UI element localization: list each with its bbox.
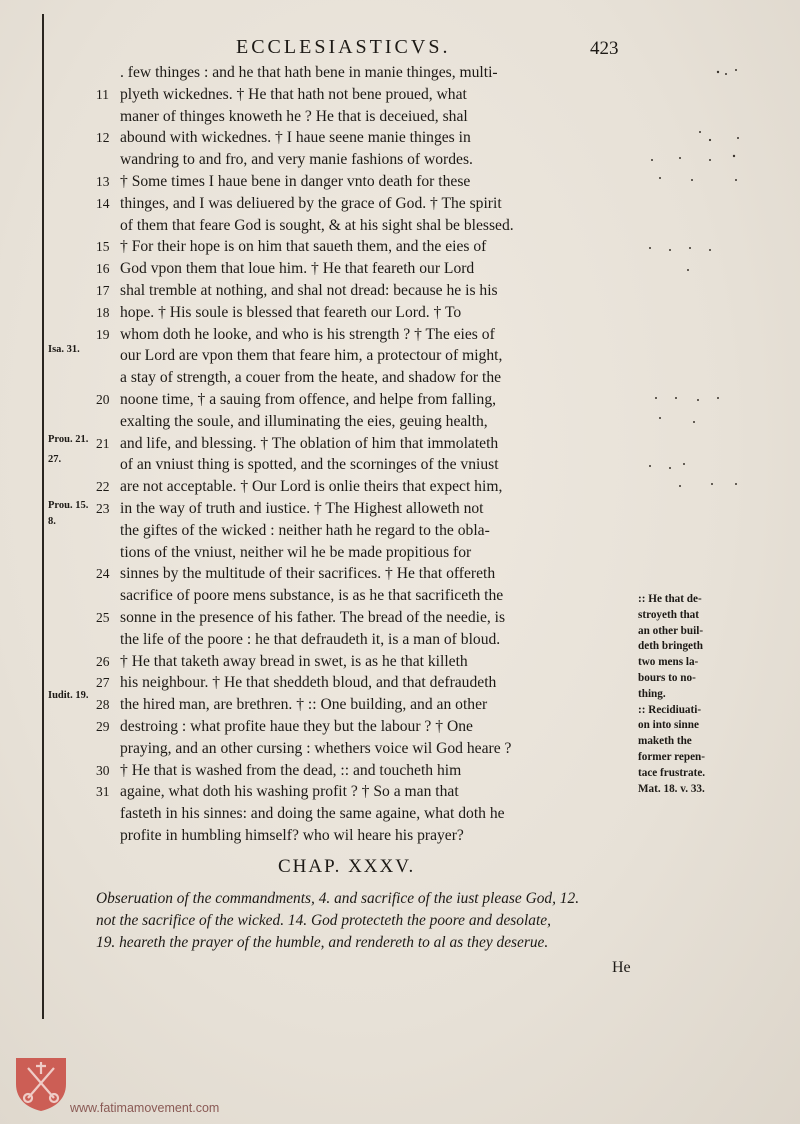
left-ref: Isa. 31. bbox=[48, 344, 80, 355]
verse-number bbox=[96, 345, 120, 367]
left-ref: Iudit. 19. bbox=[48, 690, 89, 701]
verse-number: 30 bbox=[96, 762, 110, 778]
text-line: in the way of truth and iustice. † The Highest alloweth not bbox=[120, 499, 484, 517]
text-line: noone time, † a sauing from offence, and helpe from falling, bbox=[120, 390, 497, 408]
verse-number: 29 bbox=[96, 718, 110, 734]
verse-number bbox=[96, 629, 120, 651]
crossed-keys-logo-icon bbox=[12, 1054, 70, 1112]
text-line: sinnes by the multitude of their sacrifices. † He that offereth bbox=[120, 565, 496, 583]
text-line: plyeth wickednes. † He that hath not bene proued, what bbox=[120, 85, 467, 103]
margin-note-line: bours to no- bbox=[638, 671, 696, 684]
left-ref: Prou. 21. bbox=[48, 434, 89, 445]
running-head: ECCLESIASTICVS. bbox=[236, 36, 451, 58]
verse-number bbox=[96, 367, 120, 389]
margin-note bbox=[638, 592, 788, 797]
left-ref: Prou. 15. bbox=[48, 500, 89, 511]
catchword: He bbox=[612, 959, 631, 976]
margin-note-line: thing. bbox=[638, 687, 666, 700]
margin-note-line: maketh the bbox=[638, 735, 692, 748]
text-line: hope. † His soule is blessed that feareth our Lord. † To bbox=[120, 303, 462, 321]
text-line: † He that is washed from the dead, :: and toucheth him bbox=[120, 761, 462, 779]
text-line: . few thinges : and he that hath bene in manie thinges, multi- bbox=[120, 64, 498, 81]
text-line: wandring to and fro, and very manie fashions of wordes. bbox=[120, 151, 473, 169]
text-line: † Some times I haue bene in danger vnto death for these bbox=[120, 172, 471, 190]
verse-number bbox=[96, 520, 120, 542]
text-line: God vpon them that loue him. † He that feareth our Lord bbox=[120, 260, 475, 278]
verse-number: 16 bbox=[96, 261, 110, 277]
margin-note-line: :: Recidiuati- bbox=[638, 703, 702, 716]
text-line: sonne in the presence of his father. The bread of the needie, is bbox=[120, 608, 506, 626]
verse-number bbox=[96, 542, 120, 564]
text-line: of an vniust thing is spotted, and the scorninges of the vniust bbox=[120, 456, 499, 474]
text-line: his neighbour. † He that sheddeth bloud, and that defraudeth bbox=[120, 674, 497, 692]
verse-number: 11 bbox=[96, 86, 109, 102]
verse-number: 22 bbox=[96, 479, 110, 495]
text-line: the hired man, are brethren. † :: One building, and an other bbox=[120, 696, 488, 714]
verse-number bbox=[96, 62, 120, 84]
left-rule bbox=[42, 14, 44, 1019]
verse-number: 28 bbox=[96, 697, 110, 713]
margin-note-line: stroyeth that bbox=[638, 608, 700, 621]
text-line: abound with wickednes. † I haue seene manie thinges in bbox=[120, 129, 471, 147]
margin-note-line: tace frustrate. bbox=[638, 766, 706, 779]
text-line: † He that taketh away bread in swet, is as he that killeth bbox=[120, 652, 468, 670]
ink-specks-decoration bbox=[640, 60, 790, 500]
text-line: and life, and blessing. † The oblation of him that immolateth bbox=[120, 434, 499, 452]
chapter-summary bbox=[96, 888, 656, 954]
verse-number bbox=[96, 585, 120, 607]
text-line: shal tremble at nothing, and shal not dread: because he is his bbox=[120, 281, 498, 299]
margin-note-line: deth bringeth bbox=[638, 640, 703, 653]
main-text-block bbox=[120, 62, 640, 847]
margin-note-line: two mens la- bbox=[638, 656, 699, 669]
summary-line: not the sacrifice of the wicked. 14. God protecteth the poore and desolate, bbox=[96, 912, 551, 929]
text-line: the giftes of the wicked : neither hath he regard to the obla- bbox=[120, 521, 490, 539]
verse-number bbox=[96, 738, 120, 760]
text-line: praying, and an other cursing : whethers voice wil God heare ? bbox=[120, 739, 512, 757]
text-line: a stay of strength, a couer from the heate, and shadow for the bbox=[120, 369, 502, 387]
text-line: the life of the poore : he that defraudeth it, is a man of bloud. bbox=[120, 630, 501, 648]
verse-number: 19 bbox=[96, 326, 110, 342]
text-line: whom doth he looke, and who is his strength ? † The eies of bbox=[120, 325, 495, 343]
verse-number: 24 bbox=[96, 566, 110, 582]
verse-number bbox=[96, 149, 120, 171]
verse-number: 18 bbox=[96, 304, 110, 320]
text-line: of them that feare God is sought, & at his sight shal be blessed. bbox=[120, 216, 514, 234]
text-line: againe, what doth his washing profit ? † So a man that bbox=[120, 783, 459, 801]
verse-number: 31 bbox=[96, 784, 110, 800]
verse-number-column bbox=[96, 62, 120, 847]
verse-number: 26 bbox=[96, 653, 110, 669]
verse-number: 27 bbox=[96, 675, 110, 691]
margin-note-line: an other buil- bbox=[638, 624, 704, 637]
verse-number bbox=[96, 825, 120, 847]
text-line: tions of the vniust, neither wil he be made propitious for bbox=[120, 543, 472, 561]
summary-line: 19. heareth the prayer of the humble, and rendereth to al as they deserue. bbox=[96, 934, 549, 951]
verse-number: 12 bbox=[96, 130, 110, 146]
verse-number: 25 bbox=[96, 609, 110, 625]
chapter-heading: CHAP. XXXV. bbox=[278, 856, 416, 877]
verse-number bbox=[96, 411, 120, 433]
verse-number bbox=[96, 803, 120, 825]
verse-number bbox=[96, 106, 120, 128]
margin-note-line: on into sinne bbox=[638, 719, 699, 732]
margin-note-line: former repen- bbox=[638, 750, 705, 763]
margin-note-line: :: He that de- bbox=[638, 593, 702, 605]
margin-note-line: Mat. 18. v. 33. bbox=[638, 782, 705, 795]
text-line: destroing : what profite haue they but the labour ? † One bbox=[120, 717, 473, 735]
text-line: sacrifice of poore mens substance, is as he that sacrificeth the bbox=[120, 587, 504, 605]
verse-number: 21 bbox=[96, 435, 110, 451]
verse-number bbox=[96, 454, 120, 476]
text-line: fasteth in his sinnes: and doing the same againe, what doth he bbox=[120, 805, 505, 823]
verse-number: 17 bbox=[96, 282, 110, 298]
left-ref: 8. bbox=[48, 516, 56, 527]
text-line: thinges, and I was deliuered by the grace of God. † The spirit bbox=[120, 194, 502, 212]
text-line: profite in humbling himself? who wil heare his prayer? bbox=[120, 826, 464, 844]
verse-number: 15 bbox=[96, 239, 110, 255]
verse-number: 20 bbox=[96, 391, 110, 407]
text-line: † For their hope is on him that saueth them, and the eies of bbox=[120, 238, 487, 256]
verse-number bbox=[96, 215, 120, 237]
left-ref: 27. bbox=[48, 454, 62, 465]
page-number: 423 bbox=[590, 38, 619, 59]
summary-line: Obseruation of the commandments, 4. and sacrifice of the iust please God, 12. bbox=[96, 890, 580, 907]
verse-number: 23 bbox=[96, 500, 110, 516]
text-line: maner of thinges knoweth he ? He that is deceiued, shal bbox=[120, 107, 468, 125]
footer-url[interactable]: www.fatimamovement.com bbox=[70, 1101, 220, 1115]
text-line: our Lord are vpon them that feare him, a protectour of might, bbox=[120, 347, 503, 365]
text-line: are not acceptable. † Our Lord is onlie theirs that expect him, bbox=[120, 478, 503, 496]
verse-number: 13 bbox=[96, 173, 110, 189]
verse-number: 14 bbox=[96, 195, 110, 211]
text-line: exalting the soule, and illuminating the eies, geuing health, bbox=[120, 412, 488, 430]
